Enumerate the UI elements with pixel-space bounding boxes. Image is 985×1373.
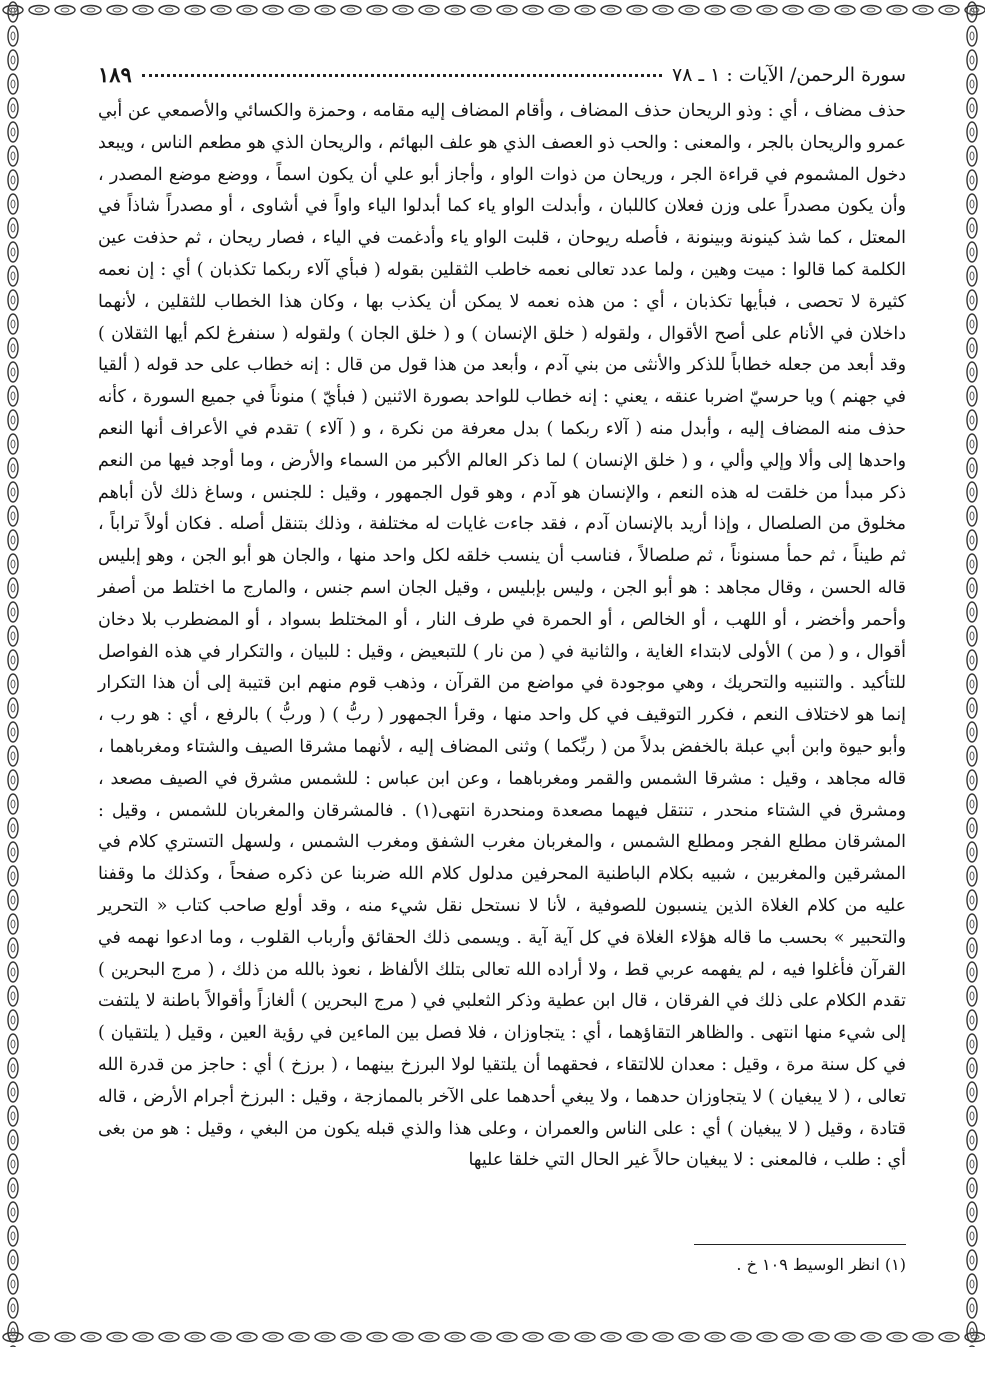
footnote: (١) انظر الوسيط ١٠٩ خ .	[736, 1255, 906, 1274]
decorative-border-bottom	[0, 1327, 985, 1347]
decorative-border-top	[0, 0, 985, 20]
body-paragraph: حذف مضاف ، أي : وذو الريحان حذف المضاف ، وأقام المضاف إليه مقامه ، وحمزة والكسائي والأصمعي عن أبي عمرو والريحان بالجر ، والمعنى : والحب ذو العصف الذي هو علف البهائم ، والريحان الذي هو مطعم الناس ، ويبعد دخول المشموم في قراءة الجر ، وريحان من ذوات الواو ، وأجاز أبو علي أن يكون اسماً ، ووضع موضع المصدر ، وأن يكون مصدراً على وزن فعلان كاللبان ، وأبدلت الواو ياء كما أبدلوا الياء واواً في أشاوى ، أو مصدراً شاذاً في المعتل ، كما شذ كينونة وبينونة ، فأصله ريوحان ، قلبت الواو ياء وأدغمت في الياء ، فصار ريحان ، ثم حذفت عين الكلمة كما قالوا : ميت وهين ، ولما عدد تعالى نعمه خاطب الثقلين بقوله ( فبأي آلاء ربكما تكذبان ) أي : إن نعمه كثيرة لا تحصى ، فبأيها تكذبان ، أي : من هذه نعمه لا يمكن أن يكذب بها ، وكان هذا الخطاب للثقلين ، لأنهما داخلان في الأنام على أصح الأقوال ، ولقوله ( خلق الإنسان ) و ( خلق الجان ) ولقوله ( سنفرغ لكم أيها الثقلان ) وقد أبعد من جعله خطاباً للذكر والأنثى من بني آدم ، وأبعد من هذا قول من قال : إنه خطاب على حد قوله ( ألقيا في جهنم ) ويا حرسيّ اضربا عنقه ، يعني : إنه خطاب للواحد بصورة الاثنين ( فبأيّ ) منوناً في جميع السورة ، كأنه حذف منه المضاف إليه ، وأبدل منه ( آلاء ربكما ) بدل معرفة من نكرة ، و ( آلاء ) تقدم في الأعراف أنها النعم واحدها إلى وألا وإلي وألي ، و ( خلق الإنسان ) لما ذكر العالم الأكبر من السماء والأرض ، وما أوجد فيها من النعم ذكر مبدأ من خلقت له هذه النعم ، والإنسان هو آدم ، وهو قول الجمهور ، وقيل : للجنس ، وساغ ذلك لأن أباهم مخلوق من الصلصال ، وإذا أريد بالإنسان آدم ، فقد جاءت غايات له مختلفة ، وذلك بتنقل أصله . فكان أولاً تراباً ، ثم طيناً ، ثم حمأ مسنوناً ، ثم صلصالاً ، فناسب أن ينسب خلقه لكل واحد منها ، والجان هو أبو الجن ، وهو إبليس قاله الحسن ، وقال مجاهد : هو أبو الجن ، وليس بإبليس ، وقيل الجان اسم جنس ، والمارج ما اختلط من أصفر وأحمر وأخضر ، أو اللهب ، أو الخالص ، أو الحمرة في طرف النار ، أو المختلط بسواد ، أو المضطرب بلا دخان أقوال ، و ( من ) الأولى لابتداء الغاية ، والثانية في ( من نار ) للتبعيض ، وقيل : للبيان ، والتكرار في هذه الفواصل للتأكيد . والتنبيه والتحريك ، وهي موجودة في مواضع من القرآن ، وذهب قوم منهم ابن قتيبة إلى أن هذا التكرار إنما هو لاختلاف النعم ، فكرر التوقيف في كل واحد منها ، وقرأ الجمهور ( ربُّ ) ( وربُّ ) بالرفع ، أي : هو رب ، وأبو حيوة وابن أبي عبلة بالخفض بدلاً من ( ربِّكما ) وثنى المضاف إليه ، لأنهما مشرقا الصيف والشتاء ومغرباهما ، قاله مجاهد ، وقيل : مشرقا الشمس والقمر ومغرباهما ، وعن ابن عباس : للشمس مشرق في الصيف مصعد ، ومشرق في الشتاء منحدر ، تنتقل فيهما مصعدة ومنحدرة انتهى(١) . فالمشرقان والمغربان للشمس ، وقيل : المشرقان مطلع الفجر ومطلع الشمس ، والمغربان مغرب الشفق ومغرب الشمس ، ولسهل التستري كلام في المشرقين والمغربين ، شبيه بكلام الباطنية المحرفين مدلول كلام الله ضربنا عن ذكره صفحاً ، وكذلك ما وقفنا عليه من كلام الغلاة الذين ينسبون للصوفية ، لأنا لا نستحل نقل شيء منه ، وقد أولع صاحب كتاب « التحرير والتحبير » بحسب ما قاله هؤلاء الغلاة في كل آية آية . ويسمى ذلك الحقائق وأرباب القلوب ، وما ادعوا نهمه في القرآن فأغلوا فيه ، لم يفهمه عربي قط ، ولا أراده الله تعالى بتلك الألفاظ ، نعوذ بالله من ذلك ، ( مرج البحرين ) تقدم الكلام على ذلك في الفرقان ، قال ابن عطية وذكر الثعلبي في ( مرج البحرين ) ألغازاً وأقوالاً باطنة لا يلتفت إلى شيء منها انتهى . والظاهر التقاؤهما ، أي : يتجاوزان ، فلا فصل بين الماءين في رؤية العين ، وقيل ( يلتقيان ) في كل سنة مرة ، وقيل : معدان للالتقاء ، فحقهما أن يلتقيا لولا البرزخ بينهما ، ( برزخ ) أي : حاجز من قدرة الله تعالى ، ( لا يبغيان ) لا يتجاوزان حدهما ، ولا يبغي أحدهما على الآخر بالممازجة ، وقيل : البرزخ أجرام الأرض ، قاله قتادة ، وقيل ( لا يبغيان ) أي : على الناس والعمران ، وعلى هذا والذي قبله يكون من البغي ، وقيل : هو من بغى أي : طلب ، فالمعنى : لا يبغيان حالاً غير الحال التي خلقا عليها	[98, 101, 906, 1171]
page-number: ١٨٩	[98, 62, 132, 87]
decorative-border-left	[0, 0, 26, 1347]
decorative-border-right	[959, 0, 985, 1347]
running-header	[98, 58, 906, 92]
book-page	[98, 58, 906, 1318]
chapter-title: سورة الرحمن/ الآيات : ١ ـ ٧٨	[672, 64, 906, 86]
header-dot-leader	[142, 68, 662, 77]
main-text	[98, 96, 906, 1177]
footnote-separator	[694, 1244, 906, 1245]
